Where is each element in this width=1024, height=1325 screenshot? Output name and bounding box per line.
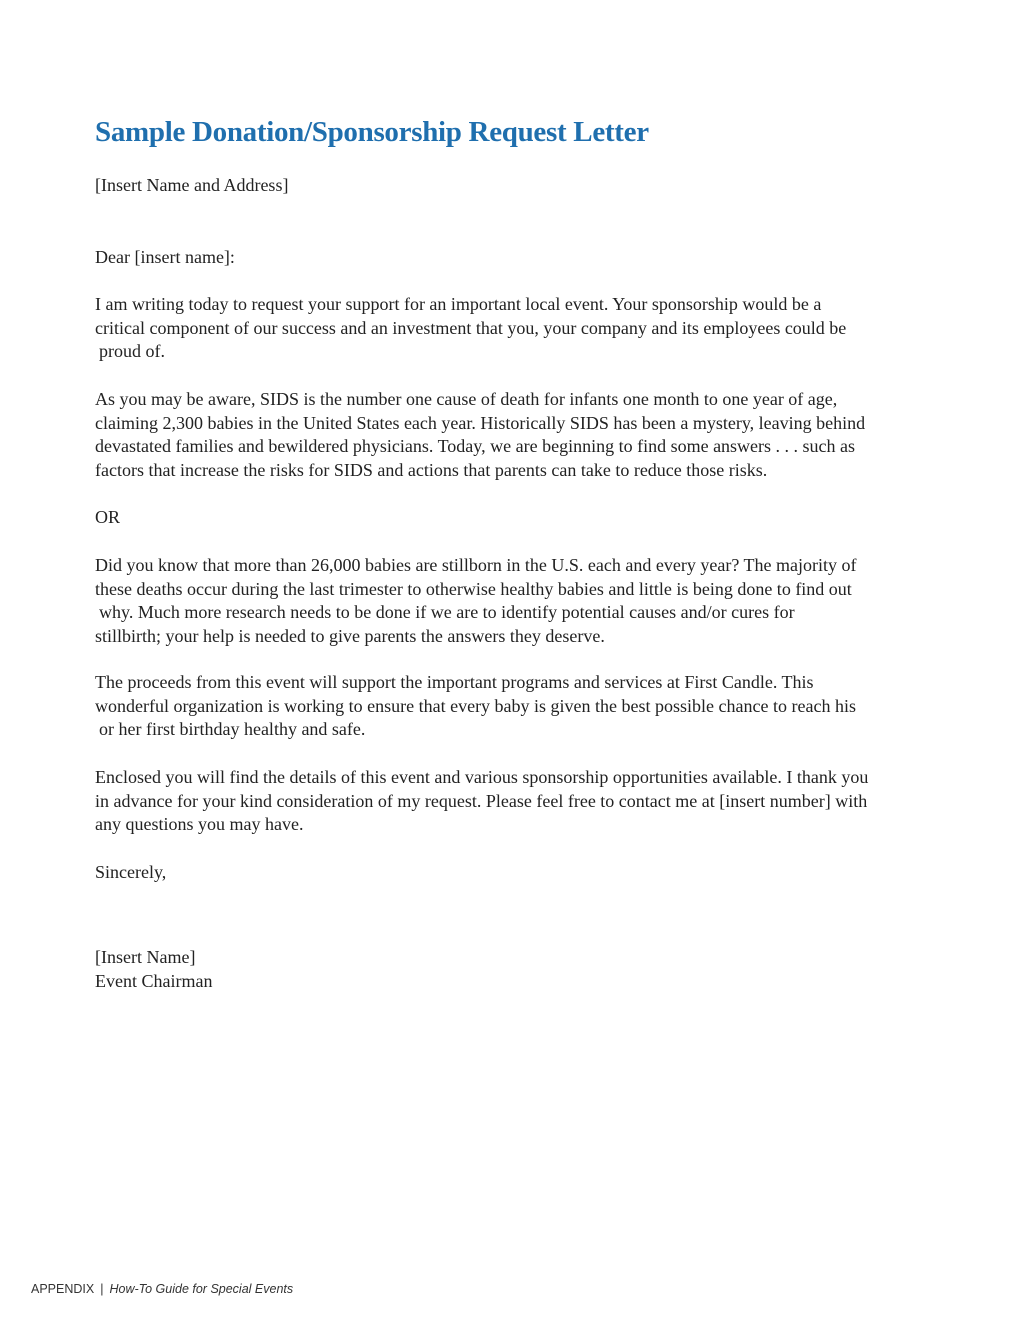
- paragraph-line: or her first birthday healthy and safe.: [99, 719, 366, 740]
- paragraph-request: [95, 293, 945, 364]
- paragraph-enclosed: [95, 766, 945, 837]
- closing-line: Sincerely,: [95, 862, 167, 882]
- paragraph-line: As you may be aware, SIDS is the number one cause of death for infants one month to one year of age,: [95, 389, 838, 409]
- footer-section: APPENDIX: [31, 1282, 95, 1296]
- paragraph-line: wonderful organization is working to ensure that every baby is given the best possible chance to reach his: [95, 695, 856, 716]
- paragraph-line: factors that increase the risks for SIDS and actions that parents can take to reduce those risks.: [95, 459, 768, 480]
- page-footer: [31, 1282, 293, 1296]
- paragraph-line: I am writing today to request your support for an important local event. Your sponsorship would be a: [95, 294, 822, 314]
- paragraph-line: in advance for your kind consideration of my request. Please feel free to contact me at [insert number] with: [95, 790, 868, 811]
- signature-name: [Insert Name]: [95, 947, 196, 967]
- salutation: [95, 246, 945, 270]
- paragraph-sids: [95, 388, 945, 482]
- closing: [95, 861, 945, 885]
- paragraph-line: devastated families and bewildered physicians. Today, we are beginning to find some answers . . . such as: [95, 436, 856, 457]
- footer-guide-title: How-To Guide for Special Events: [109, 1282, 294, 1296]
- paragraph-line: stillbirth; your help is needed to give parents the answers they deserve.: [95, 625, 605, 646]
- paragraph-stillbirth: [95, 554, 945, 648]
- address-line: [Insert Name and Address]: [95, 175, 289, 195]
- paragraph-proceeds: [95, 671, 945, 742]
- signature-block: [95, 946, 945, 993]
- or-divider-text: [95, 506, 945, 530]
- paragraph-line: claiming 2,300 babies in the United States each year. Historically SIDS has been a mystery, leaving behind: [95, 412, 866, 433]
- signature-title: Event Chairman: [95, 970, 213, 991]
- paragraph-line: any questions you may have.: [95, 814, 304, 835]
- paragraph-line: proud of.: [99, 341, 165, 362]
- paragraph-line: Did you know that more than 26,000 babies are stillborn in the U.S. each and every year? The majority of: [95, 555, 857, 575]
- address-placeholder: [95, 174, 945, 198]
- salutation-line: Dear [insert name]:: [95, 247, 235, 267]
- paragraph-line: The proceeds from this event will support the important programs and services at First Candle. This: [95, 672, 814, 692]
- paragraph-line: why. Much more research needs to be done if we are to identify potential causes and/or cures for: [99, 602, 795, 623]
- paragraph-line: Enclosed you will find the details of this event and various sponsorship opportunities available. I thank you: [95, 767, 869, 787]
- or-line: OR: [95, 507, 121, 527]
- page-title: Sample Donation/Sponsorship Request Letter: [95, 116, 649, 148]
- footer-separator: |: [100, 1282, 104, 1296]
- paragraph-line: critical component of our success and an investment that you, your company and its employees could be: [95, 317, 847, 338]
- paragraph-line: these deaths occur during the last trimester to otherwise healthy babies and little is being done to find out: [95, 578, 852, 599]
